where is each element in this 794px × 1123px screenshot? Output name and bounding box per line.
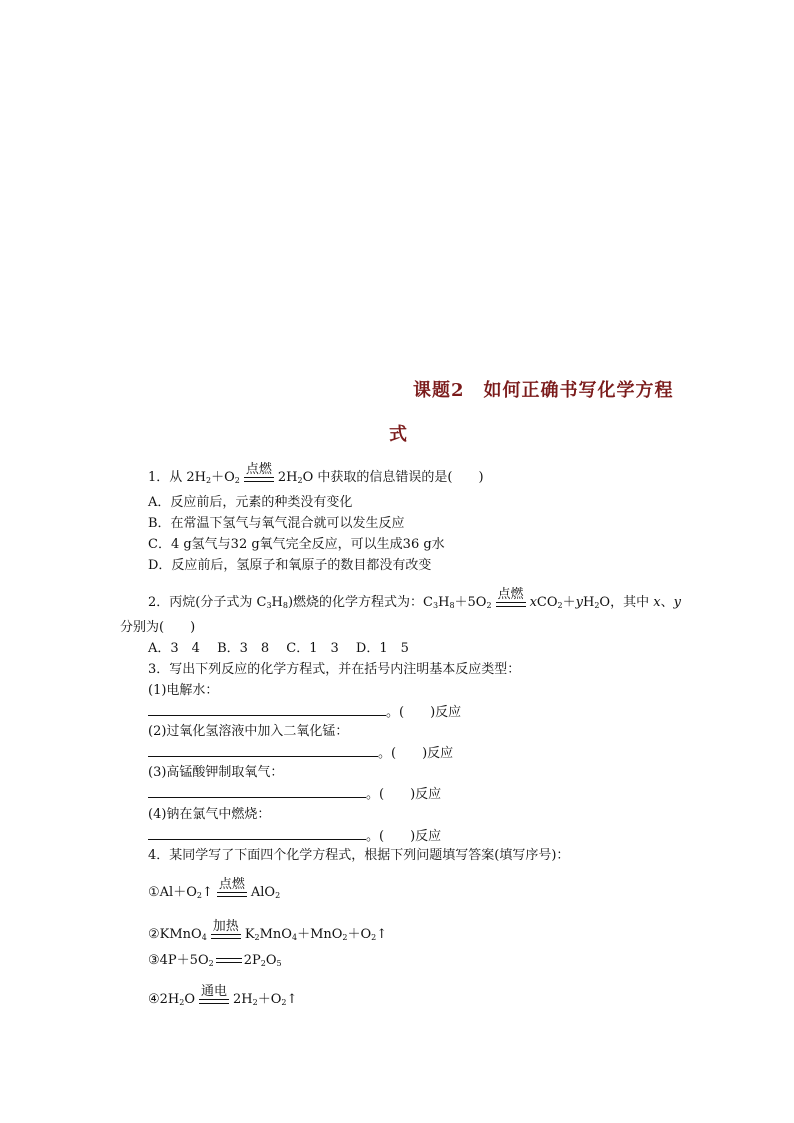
q3-item-1-answer: 。( )反应 (148, 703, 461, 722)
q3-item-1-label: (1)电解水： (148, 683, 219, 698)
equals-bar (244, 477, 274, 482)
page-title: 课题2 如何正确书写化学方程 (413, 380, 674, 401)
option-d: D．反应前后，氢原子和氧原子的数目都没有改变 (148, 558, 432, 573)
q3-item-3-label: (3)高锰酸钾制取氧气： (148, 765, 284, 780)
question-3-stem: 3．写出下列反应的化学方程式，并在括号内注明基本反应类型： (148, 662, 521, 677)
equation-2: ②KMnO$_4$ 加热 $K_2MnO_4+MnO_2+O_2↑$ (148, 919, 388, 942)
option-c: C．4 g氢气与32 g氧气完全反应，可以生成36 g水 (148, 537, 445, 552)
equation-1: $①Al+O_2↑$ 点燃 AlO$_2$ (148, 877, 281, 900)
question-2-stem: 2．丙烷(分子式为 $C_3H_8$)燃烧的化学方程式为：$C_3H_8+5O_2$ 点燃 $xCO_2+yH_2O$，其中 x、y (148, 587, 681, 610)
option-a: A．反应前后，元素的种类没有变化 (148, 495, 353, 510)
q3-item-3-answer: 。( )反应 (148, 785, 441, 804)
equation-4: $④2H_2O$ 通电 $2H_2+O_2↑$ (148, 984, 298, 1007)
equals-bar (496, 602, 526, 607)
page-title-continued: 式 (389, 424, 408, 445)
q3-item-4-label: (4)钠在氯气中燃烧： (148, 807, 271, 822)
answer-blank[interactable] (148, 785, 366, 798)
q3-item-4-answer: 。( )反应 (148, 827, 441, 846)
equation-3: $③4P+5O_2$ $2P_2O_5$ (148, 953, 282, 968)
question-2-stem-continued: 分别为( ) (120, 620, 196, 635)
equals-sign (216, 958, 242, 963)
reaction-condition: 加热 (211, 920, 241, 944)
question-2-options: A．3 4 B．3 8 C．1 3 D．1 5 (148, 641, 409, 656)
question-number: 1． (148, 470, 170, 485)
answer-blank[interactable] (148, 827, 366, 840)
question-4-stem: 4．某同学写了下面四个化学方程式，根据下列问题填写答案(填写序号)： (148, 848, 570, 863)
q3-item-2-label: (2)过氧化氢溶液中加入二氧化锰： (148, 724, 349, 739)
question-1-stem: 1．从 $2H_2+O_2$ 点燃 $2H_2O$ 中获取的信息错误的是( ) (148, 462, 484, 485)
answer-blank[interactable] (148, 744, 378, 757)
reaction-condition: 点燃 (244, 463, 274, 487)
answer-blank[interactable] (148, 703, 386, 716)
reaction-condition: 通电 (199, 985, 229, 1009)
equals-bar (199, 999, 229, 1004)
reaction-condition: 点燃 (217, 878, 247, 902)
equals-bar (211, 934, 241, 939)
q3-item-2-answer: 。( )反应 (148, 744, 453, 763)
option-b: B．在常温下氢气与氧气混合就可以发生反应 (148, 516, 405, 531)
equals-bar (217, 892, 247, 897)
reaction-condition: 点燃 (496, 588, 526, 612)
